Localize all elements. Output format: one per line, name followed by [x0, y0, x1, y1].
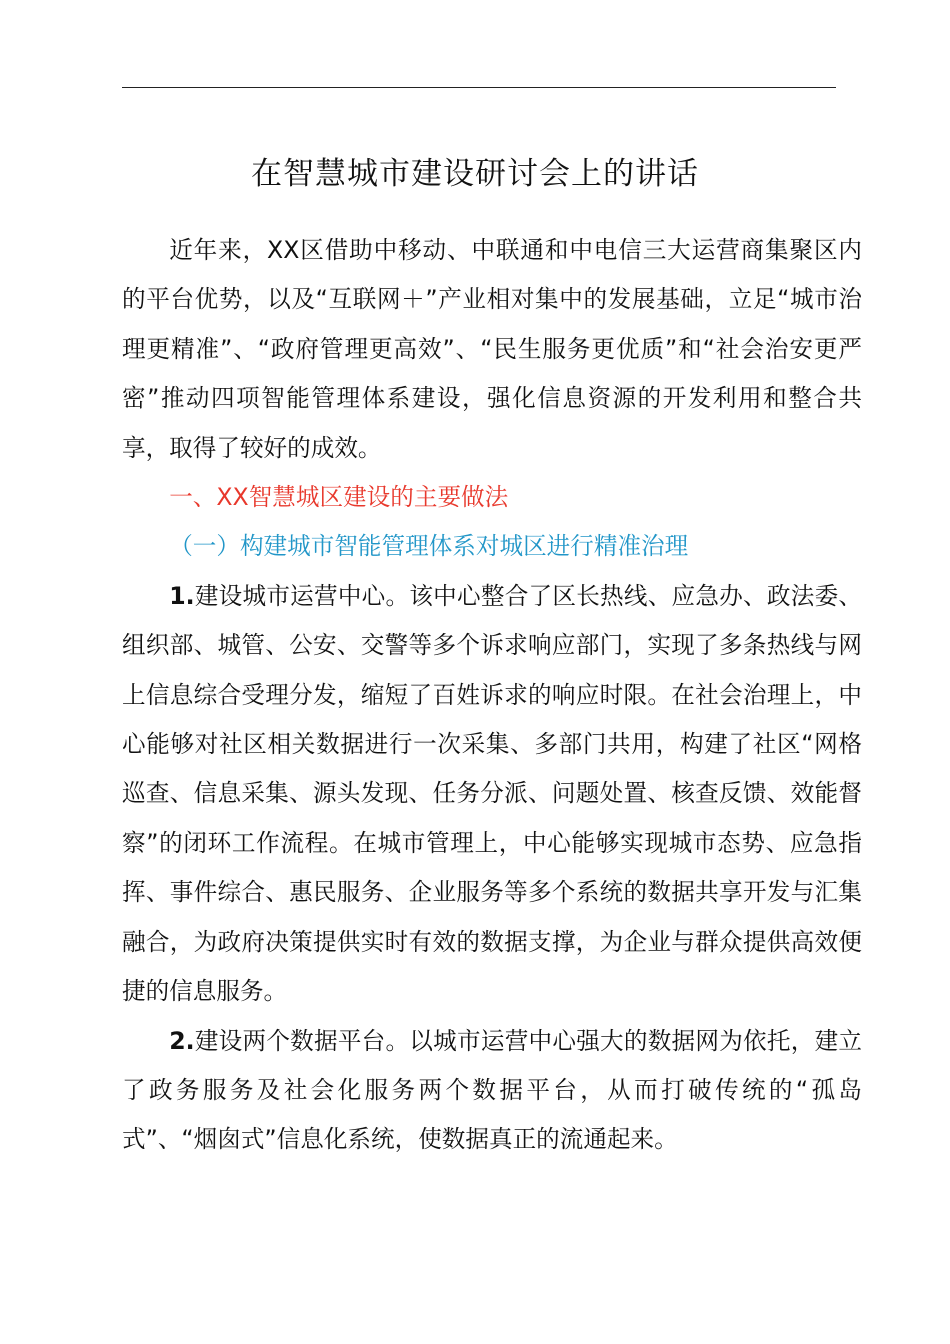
- section-heading: 一、XX智慧城区建设的主要做法: [169, 483, 509, 512]
- header-rule: [122, 87, 836, 88]
- item-1-text: 建设城市运营中心。该中心整合了区长热线、应急办、政法委、组织部、城管、公安、交警等多个诉求响应部门，实现了多条热线与网上信息综合受理分发，缩短了百姓诉求的响应时限。在社会治理上，中心能够对社区相关数据进行一次采集、多部门共用，构建了社区“网格巡查、信息采集、源头发现、任务分派、问题处置、核查反馈、效能督察”的闭环工作流程。在城市管理上，中心能够实现城市态势、应急指挥、事件综合、惠民服务、企业服务等多个系统的数据共享开发与汇集融合，为政府决策提供实时有效的数据支撑，为企业与群众提供高效便捷的信息服务。: [122, 581, 862, 1006]
- subsection-heading: （一）构建城市智能管理体系对城区进行精准治理: [169, 532, 689, 561]
- intro-paragraph: 近年来，XX区借助中移动、中联通和中电信三大运营商集聚区内的平台优势，以及“互联网＋”产业相对集中的发展基础，立足“城市治理更精准”、“政府管理更高效”、“民生服务更优质”和“社会治安更严密”推动四项智能管理体系建设，强化信息资源的开发利用和整合共享，取得了较好的成效。: [122, 236, 862, 462]
- item-2-number: 2.: [169, 1026, 195, 1055]
- item-2-text: 建设两个数据平台。以城市运营中心强大的数据网为依托，建立了政务服务及社会化服务两个数据平台，从而打破传统的“孤岛式”、“烟囱式”信息化系统，使数据真正的流通起来。: [122, 1026, 862, 1154]
- item-1-paragraph: [122, 572, 862, 1017]
- item-1-number: 1.: [169, 581, 195, 610]
- item-2-paragraph: [122, 1017, 862, 1165]
- document-body: [122, 226, 862, 1165]
- page-title: 在智慧城市建设研讨会上的讲话: [251, 156, 699, 192]
